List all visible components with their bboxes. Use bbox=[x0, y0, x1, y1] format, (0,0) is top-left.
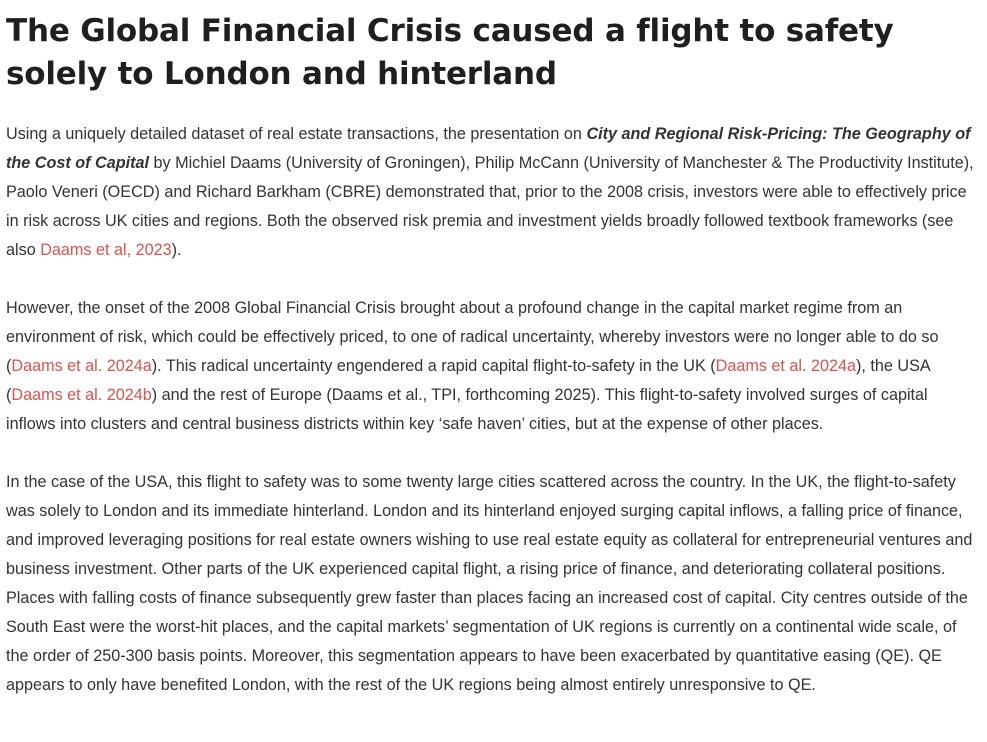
article-title: The Global Financial Crisis caused a flight to safety solely to London and hinterland bbox=[6, 13, 894, 92]
paragraph-text: by Michiel Daams (University of Groningen), Philip McCann (University of Manchester & The Productivity Institute), Paolo Veneri (OECD) and Richard Barkham (CBRE) demonstrated that, prior to the 2008 crisis, investors were able to effectively price in risk across UK cities and regions. Both the observed risk premia and investment yields broadly followed textbook frameworks (see also bbox=[6, 154, 974, 259]
paragraph-text: ). This radical uncertainty engendered a rapid capital flight-to-safety in the UK ( bbox=[151, 357, 716, 375]
paragraph-text: ). bbox=[171, 241, 182, 259]
presentation-title: City and Regional Risk-Pricing: The Geography of the Cost of Capital bbox=[6, 125, 971, 172]
paragraph-text: ) and the rest of Europe (Daams et al., TPI, forthcoming 2025). This flight-to-safety involved surges of capital inflows into clusters and central business districts within key ‘safe haven’ cities, but at the expense of other places. bbox=[6, 386, 928, 433]
reference-link-daams-2023[interactable]: Daams et al, 2023 bbox=[40, 241, 172, 259]
reference-link-daams-2024a-second[interactable]: Daams et al. 2024a bbox=[715, 357, 857, 375]
reference-link-daams-2024a[interactable]: Daams et al. 2024a bbox=[11, 357, 152, 375]
reference-link-daams-2024b[interactable]: Daams et al. 2024b bbox=[11, 386, 152, 404]
paragraph-text: However, the onset of the 2008 Global Financial Crisis brought about a profound change in the capital market regime from an environment of risk, which could be effectively priced, to one of radical uncertainty, whereby investors were no longer able to do so ( bbox=[6, 299, 939, 375]
paragraph-usa-uk-comparison: In the case of the USA, this flight to safety was to some twenty large cities scattered across the country. In the UK, the flight-to-safety was solely to London and its immediate hinterland. London and its hinterland enjoyed surging capital inflows, a falling price of finance, and improved leveraging positions for real estate owners wishing to use real estate equity as collateral for entrepreneurial ventures and business investment. Other parts of the UK experienced capital flight, a rising price of finance, and deteriorating collateral positions. Places with falling costs of finance subsequently grew faster than places facing an increased cost of capital. City centres outside of the South East were the worst-hit places, and the capital markets’ segmentation of UK regions is currently on a continental wide scale, of the order of 250-300 basis points. Moreover, this segmentation appears to have been exacerbated by quantitative easing (QE). QE appears to only have benefited London, with the rest of the UK regions being almost entirely unresponsive to QE. bbox=[6, 473, 973, 694]
paragraph-text: ), the USA ( bbox=[6, 357, 930, 404]
paragraph-financial-crisis bbox=[6, 294, 975, 439]
paragraph-presentation-summary bbox=[6, 120, 975, 265]
paragraph-text: Using a uniquely detailed dataset of real estate transactions, the presentation on bbox=[6, 125, 587, 143]
